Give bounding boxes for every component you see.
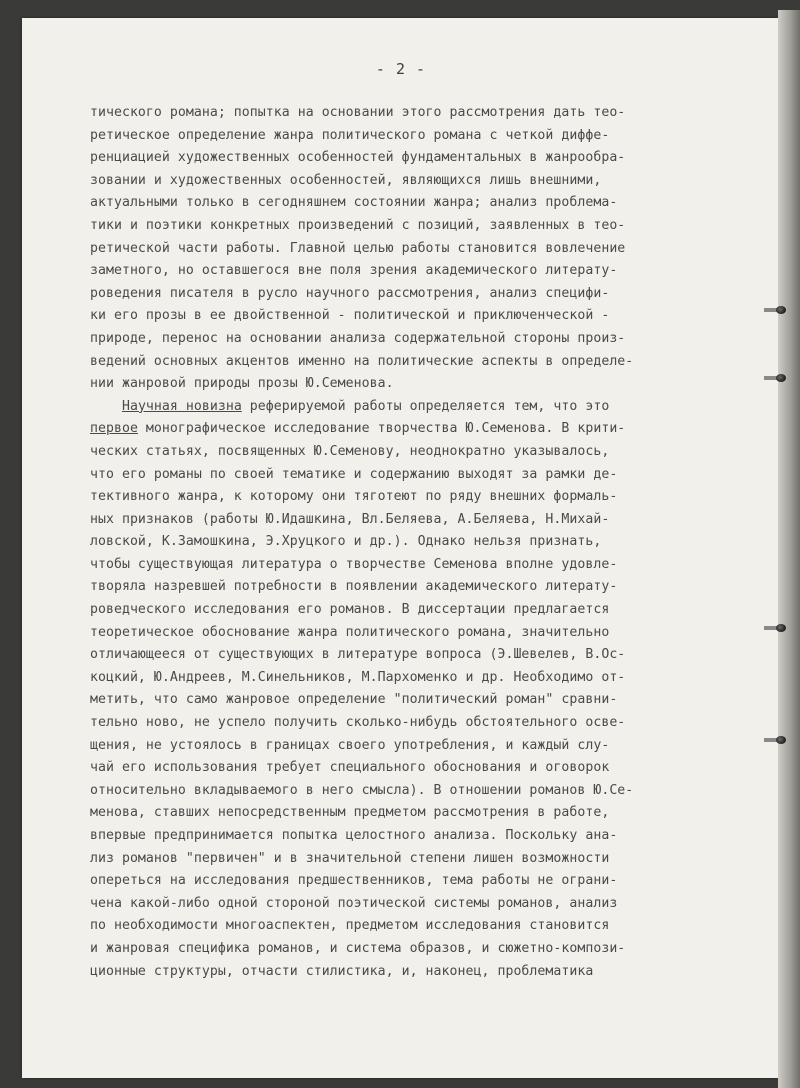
text-line: по необходимости многоаспектен, предметом исследования становится [90, 918, 610, 934]
binding-staple-icon [776, 306, 786, 314]
text-line: ренциацией художественных особенностей фундаментальных в жанрообра- [90, 150, 626, 166]
text-line: ретической части работы. Главной целью работы становится вовлечение [90, 240, 626, 256]
text-line: что его романы по своей тематике и содержанию выходят за рамки де- [90, 466, 618, 482]
text-line: ведений основных акцентов именно на политические аспекты в определе- [90, 353, 634, 369]
text-line: впервые предпринимается попытка целостного анализа. Поскольку ана- [90, 828, 618, 843]
page-number: - 2 - [375, 60, 427, 78]
text-line: коцкий, Ю.Андреев, М.Синельников, М.Пархоменко и др. Необходимо от- [90, 669, 626, 685]
text-line: заметного, но оставшегося вне поля зрения академического литерату- [90, 263, 618, 279]
text-line: метить, что само жанровое определение "политический роман" сравни- [90, 692, 618, 708]
text-line: тельно ново, не успело получить сколько-нибудь обстоятельного осве- [90, 715, 626, 731]
page-edge [778, 10, 800, 1088]
text-line: чена какой-либо одной стороной поэтической системы романов, анализ [90, 895, 618, 911]
text-line: тективного жанра, к которому они тяготеют по ряду внешних формаль- [90, 489, 618, 505]
text-line: чтобы существующая литература о творчестве Семенова вполне удовле- [90, 556, 618, 572]
text-line: щения, не устоялось в границах своего употребления, и каждый слу- [90, 737, 610, 753]
text-line: лиз романов "первичен" и в значительной степени лишен возможности [90, 850, 610, 866]
text-line: и жанровая специфика романов, и система образов, и сюжетно-компози- [90, 940, 626, 956]
text-line: отличающееся от существующих в литературе вопроса (Э.Шевелев, В.Ос- [90, 647, 626, 663]
text-line: чай его использования требует специального обоснования и оговорок [90, 760, 610, 776]
text-line: тического романа; попытка на основании этого рассмотрения дать тео- [90, 105, 626, 120]
text-line: природе, перенос на основании анализа содержательной стороны произ- [90, 330, 626, 346]
text-line: менова, ставших непосредственным предметом рассмотрения в работе, [90, 805, 610, 821]
text-line: ционные структуры, отчасти стилистика, и, наконец, проблематика [90, 963, 594, 979]
text-line: ловской, К.Замошкина, Э.Хруцкого и др.). Однако нельзя признать, [90, 534, 602, 550]
novelty-second-line-rest: монографическое исследование творчества Ю.Семенова. В крити- [137, 421, 626, 437]
text-line: зовании и художественных особенностей, являющихся лишь внешними, [90, 172, 602, 188]
text-line: ретическое определение жанра политического романа с четкой диффе- [90, 127, 610, 143]
text-line: тики и поэтики конкретных произведений с позиций, заявленных в тео- [90, 217, 626, 233]
text-line: относительно вкладываемого в него смысла). В отношении романов Ю.Се- [90, 782, 634, 798]
novelty-first-line-rest: реферируемой работы определяется тем, что это [241, 398, 610, 414]
novelty-heading: Научная новизна [121, 398, 242, 414]
binding-staple-icon [776, 736, 786, 744]
text-line: опереться на исследования предшественников, тема работы не ограни- [90, 873, 618, 889]
document-page [22, 18, 780, 1078]
document-body [90, 102, 710, 983]
binding-staple-icon [776, 624, 786, 632]
text-line: роведческого исследования его романов. В диссертации предлагается [90, 602, 610, 618]
text-line: ческих статьях, посвященных Ю.Семенову, неоднократно указывалось, [90, 443, 610, 459]
text-line: роведения писателя в русло научного рассмотрения, анализ специфи- [90, 285, 610, 301]
text-line: нии жанровой природы прозы Ю.Семенова. [90, 376, 394, 392]
text-line: актуальными только в сегодняшнем состоянии жанра; анализ проблема- [90, 195, 618, 211]
text-line: ки его прозы в ее двойственной - политической и приключенческой - [90, 308, 610, 324]
novelty-first-line [90, 396, 710, 419]
text-line: теоретическое обоснование жанра политического романа, значительно [90, 624, 610, 640]
novelty-second-line [90, 418, 710, 441]
text-line: творяла назревшей потребности в появлении академического литерату- [90, 579, 618, 595]
binding-staple-icon [776, 374, 786, 382]
text-line: ных признаков (работы Ю.Идашкина, Вл.Беляева, А.Беляева, Н.Михай- [90, 511, 610, 527]
word-first-underlined: первое [90, 421, 138, 437]
